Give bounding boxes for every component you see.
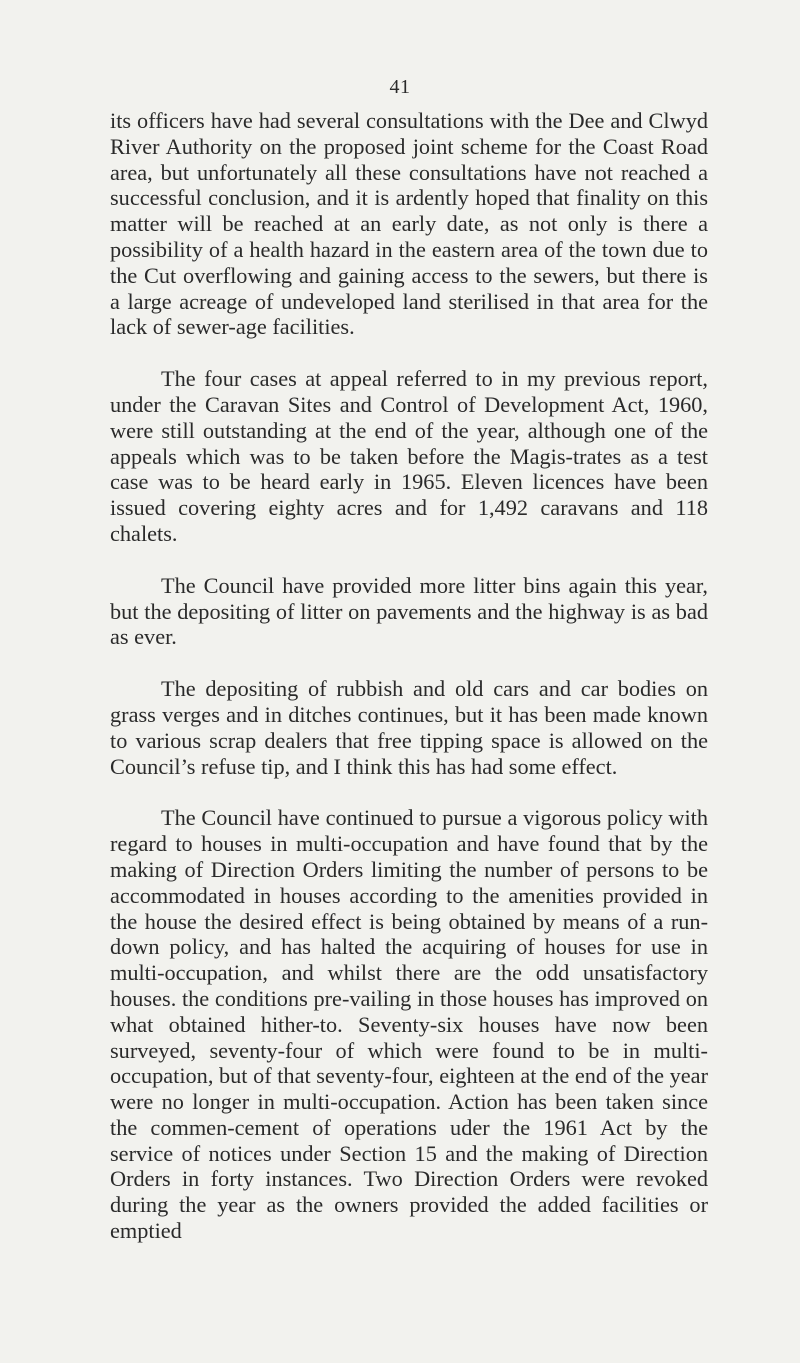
paragraph-continuation: its officers have had several consultations with the Dee and Clwyd River Authority on the proposed joint scheme for the Coast Road area, but unfortunately all these consultations have not reached a successful conclusion, and it is ardently hoped that finality on this matter will be reached at an early date, as not only is there a possibility of a health hazard in the eastern area of the town due to the Cut overflowing and gaining access to the sewers, but there is a large acreage of undeveloped land sterilised in that area for the lack of sewer-age facilities. <box>110 108 708 340</box>
paragraph-caravan-appeals: The four cases at appeal referred to in my previous report, under the Caravan Sites and Control of Development Act, 1960, were still outstanding at the end of the year, although one of the appeals which was to be taken before the Magis-trates as a test case was to be heard early in 1965. Eleven licences have been issued covering eighty acres and for 1,492 caravans and 118 chalets. <box>110 366 708 546</box>
page-number: 41 <box>389 76 411 98</box>
body-text <box>110 108 708 1270</box>
paragraph-litter-bins: The Council have provided more litter bins again this year, but the depositing of litter on pavements and the highway is as bad as ever. <box>110 572 708 650</box>
paragraph-rubbish-cars: The depositing of rubbish and old cars and car bodies on grass verges and in ditches continues, but it has been made known to various scrap dealers that free tipping space is allowed on the Council’s refuse tip, and I think this has had some effect. <box>110 676 708 779</box>
paragraph-multi-occupation: The Council have continued to pursue a vigorous policy with regard to houses in multi-occupation and have found that by the making of Direction Orders limiting the number of persons to be accommodated in houses according to the amenities provided in the house the desired effect is being obtained by means of a run-down policy, and has halted the acquiring of houses for use in multi-occupation, and whilst there are the odd unsatisfactory houses. the conditions pre-vailing in those houses has improved on what obtained hither-to. Seventy-six houses have now been surveyed, seventy-four of which were found to be in multi-occupation, but of that seventy-four, eighteen at the end of the year were no longer in multi-occupation. Action has been taken since the commen-cement of operations uder the 1961 Act by the service of notices under Section 15 and the making of Direction Orders in forty instances. Two Direction Orders were revoked during the year as the owners provided the added facilities or emptied <box>110 805 708 1244</box>
